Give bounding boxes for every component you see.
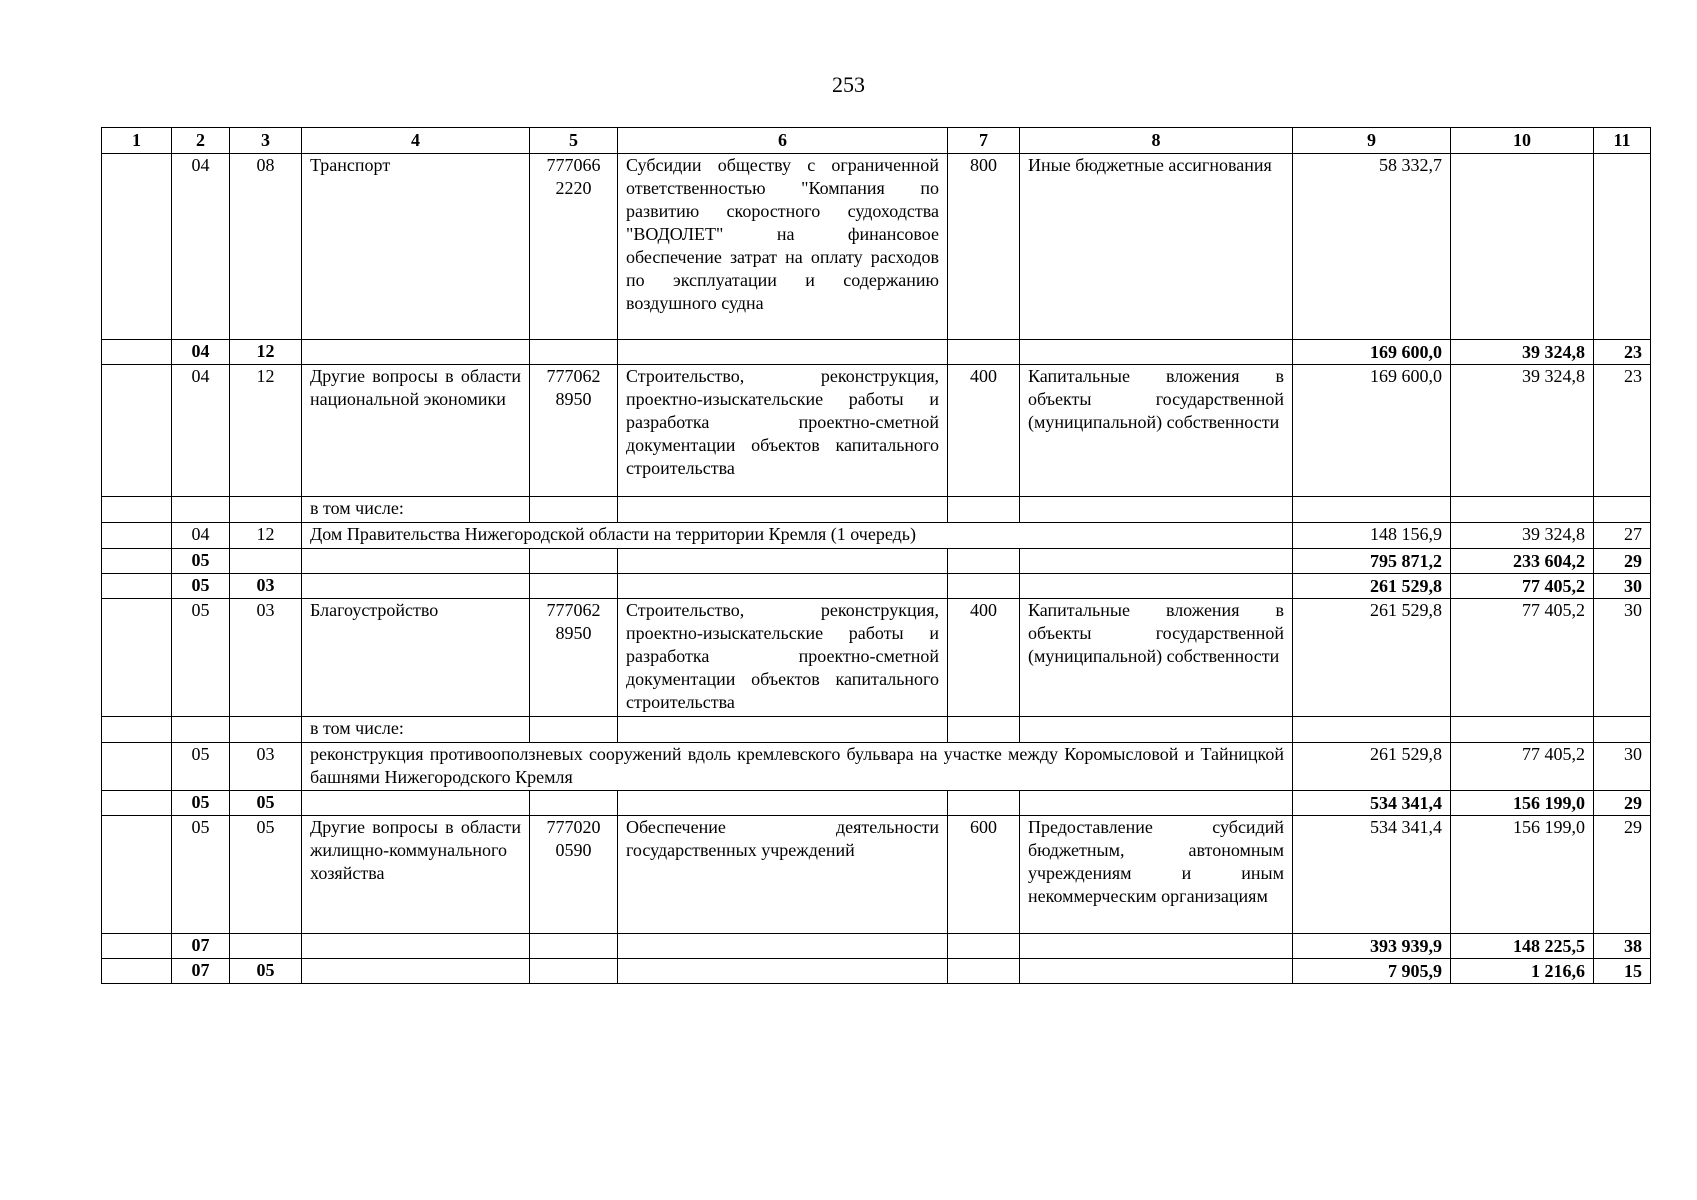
- cell-amount: 261 529,8: [1293, 599, 1451, 717]
- cell-expense-type: 400: [948, 365, 1020, 497]
- cell-subsection: 05: [230, 791, 302, 816]
- cell-name: [302, 340, 530, 365]
- column-header: 6: [618, 128, 948, 154]
- cell-expense-name: Иные бюджетные ассигнования: [1020, 154, 1293, 340]
- cell-name: Транспорт: [302, 154, 530, 340]
- cell-subsection: 12: [230, 365, 302, 497]
- cell-amount: 393 939,9: [1293, 934, 1451, 959]
- table-row-object: [102, 743, 1651, 791]
- cell-amount-executed: 39 324,8: [1451, 365, 1594, 497]
- cell-percent: 29: [1594, 549, 1651, 574]
- cell-percent: 29: [1594, 816, 1651, 934]
- cell-amount: 261 529,8: [1293, 743, 1451, 791]
- cell-percent: 30: [1594, 574, 1651, 599]
- cell-amount: 148 156,9: [1293, 523, 1451, 549]
- cell-name: Другие вопросы в области жилищно-коммунального хозяйства: [302, 816, 530, 934]
- table-row: [102, 154, 1651, 340]
- cell-amount-executed: 233 604,2: [1451, 549, 1594, 574]
- cell-percent: 23: [1594, 365, 1651, 497]
- cell-section: 05: [172, 549, 230, 574]
- cell-object-name: Дом Правительства Нижегородской области на территории Кремля (1 очередь): [302, 523, 1293, 549]
- cell-name: Другие вопросы в области национальной экономики: [302, 365, 530, 497]
- cell-subsection: [230, 549, 302, 574]
- table-row: [102, 365, 1651, 497]
- column-header: 9: [1293, 128, 1451, 154]
- cell-amount: 169 600,0: [1293, 340, 1451, 365]
- cell-target-code: [530, 340, 618, 365]
- cell-including-label: в том числе:: [302, 717, 530, 743]
- cell-percent: 29: [1594, 791, 1651, 816]
- cell-object-name: реконструкция противооползневых сооружений вдоль кремлевского бульвара на участке между Коромысловой и Тайницкой башнями Нижегородского Кремля: [302, 743, 1293, 791]
- cell-target-code: 777062 8950: [530, 365, 618, 497]
- cell-amount: 534 341,4: [1293, 816, 1451, 934]
- column-header: 3: [230, 128, 302, 154]
- table-row-including: [102, 717, 1651, 743]
- cell-subsection: 05: [230, 816, 302, 934]
- cell-percent: 27: [1594, 523, 1651, 549]
- cell-section: 05: [172, 574, 230, 599]
- cell-description: Строительство, реконструкция, проектно-изыскательские работы и разработка проектно-сметной документации объектов капитального строительства: [618, 599, 948, 717]
- cell-amount: 534 341,4: [1293, 791, 1451, 816]
- cell-expense-name: Предоставление субсидий бюджетным, автономным учреждениям и иным некоммерческим организациям: [1020, 816, 1293, 934]
- cell-description: [618, 340, 948, 365]
- cell-expense-name: Капитальные вложения в объекты государственной (муниципальной) собственности: [1020, 365, 1293, 497]
- cell-section: 05: [172, 743, 230, 791]
- cell-amount: 169 600,0: [1293, 365, 1451, 497]
- cell-amount-executed: 156 199,0: [1451, 816, 1594, 934]
- column-header: 7: [948, 128, 1020, 154]
- cell-subsection: 03: [230, 574, 302, 599]
- cell-amount-executed: 39 324,8: [1451, 340, 1594, 365]
- table-row-subtotal: [102, 959, 1651, 984]
- cell-section: 05: [172, 791, 230, 816]
- page-number: 253: [832, 72, 865, 97]
- cell-amount-executed: 148 225,5: [1451, 934, 1594, 959]
- cell-c1: [102, 365, 172, 497]
- cell-subsection: [230, 934, 302, 959]
- cell-expense-name: [1020, 340, 1293, 365]
- cell-subsection: 12: [230, 340, 302, 365]
- cell-target-code: 777066 2220: [530, 154, 618, 340]
- cell-subsection: 05: [230, 959, 302, 984]
- header-row: [102, 128, 1651, 154]
- cell-percent: 30: [1594, 599, 1651, 717]
- cell-section: 04: [172, 340, 230, 365]
- cell-amount-executed: [1451, 154, 1594, 340]
- table-row: [102, 816, 1651, 934]
- table-row: [102, 599, 1651, 717]
- cell-amount-executed: 1 216,6: [1451, 959, 1594, 984]
- table-row-subtotal: [102, 340, 1651, 365]
- cell-amount: 261 529,8: [1293, 574, 1451, 599]
- cell-expense-type: 800: [948, 154, 1020, 340]
- cell-description: Субсидии обществу с ограниченной ответственностью "Компания по развитию скоростного судоходства "ВОДОЛЕТ" на финансовое обеспечение затрат на оплату расходов по эксплуатации и содержанию воздушного судна: [618, 154, 948, 340]
- budget-table: [101, 127, 1651, 984]
- column-header: 4: [302, 128, 530, 154]
- cell-subsection: 03: [230, 743, 302, 791]
- cell-subsection: 08: [230, 154, 302, 340]
- cell-subsection: 12: [230, 523, 302, 549]
- cell-section: 04: [172, 154, 230, 340]
- cell-section: 04: [172, 523, 230, 549]
- cell-description: Строительство, реконструкция, проектно-изыскательские работы и разработка проектно-сметной документации объектов капитального строительства: [618, 365, 948, 497]
- cell-section: 05: [172, 599, 230, 717]
- cell-percent: [1594, 154, 1651, 340]
- cell-c1: [102, 340, 172, 365]
- cell-amount-executed: 77 405,2: [1451, 574, 1594, 599]
- cell-expense-type: [948, 340, 1020, 365]
- cell-expense-type: 600: [948, 816, 1020, 934]
- column-header: 11: [1594, 128, 1651, 154]
- cell-target-code: 777062 8950: [530, 599, 618, 717]
- cell-section: 07: [172, 934, 230, 959]
- cell-target-code: 777020 0590: [530, 816, 618, 934]
- cell-section: 05: [172, 816, 230, 934]
- cell-description: Обеспечение деятельности государственных учреждений: [618, 816, 948, 934]
- cell-amount-executed: 156 199,0: [1451, 791, 1594, 816]
- table-row-including: [102, 497, 1651, 523]
- cell-expense-name: Капитальные вложения в объекты государственной (муниципальной) собственности: [1020, 599, 1293, 717]
- cell-subsection: 03: [230, 599, 302, 717]
- cell-name: Благоустройство: [302, 599, 530, 717]
- cell-amount: 795 871,2: [1293, 549, 1451, 574]
- cell-amount-executed: 39 324,8: [1451, 523, 1594, 549]
- cell-amount-executed: 77 405,2: [1451, 743, 1594, 791]
- cell-amount: 7 905,9: [1293, 959, 1451, 984]
- cell-amount-executed: 77 405,2: [1451, 599, 1594, 717]
- column-header: 8: [1020, 128, 1293, 154]
- column-header: 10: [1451, 128, 1594, 154]
- cell-section: 04: [172, 365, 230, 497]
- column-header: 1: [102, 128, 172, 154]
- cell-including-label: в том числе:: [302, 497, 530, 523]
- cell-percent: 38: [1594, 934, 1651, 959]
- cell-amount: 58 332,7: [1293, 154, 1451, 340]
- table-row-object: [102, 523, 1651, 549]
- column-header: 5: [530, 128, 618, 154]
- cell-percent: 15: [1594, 959, 1651, 984]
- cell-percent: 23: [1594, 340, 1651, 365]
- table-row-subtotal: [102, 791, 1651, 816]
- table-row-subtotal: [102, 549, 1651, 574]
- table-row-subtotal: [102, 574, 1651, 599]
- cell-c1: [102, 154, 172, 340]
- cell-expense-type: 400: [948, 599, 1020, 717]
- cell-percent: 30: [1594, 743, 1651, 791]
- column-header: 2: [172, 128, 230, 154]
- cell-section: 07: [172, 959, 230, 984]
- table-row-subtotal: [102, 934, 1651, 959]
